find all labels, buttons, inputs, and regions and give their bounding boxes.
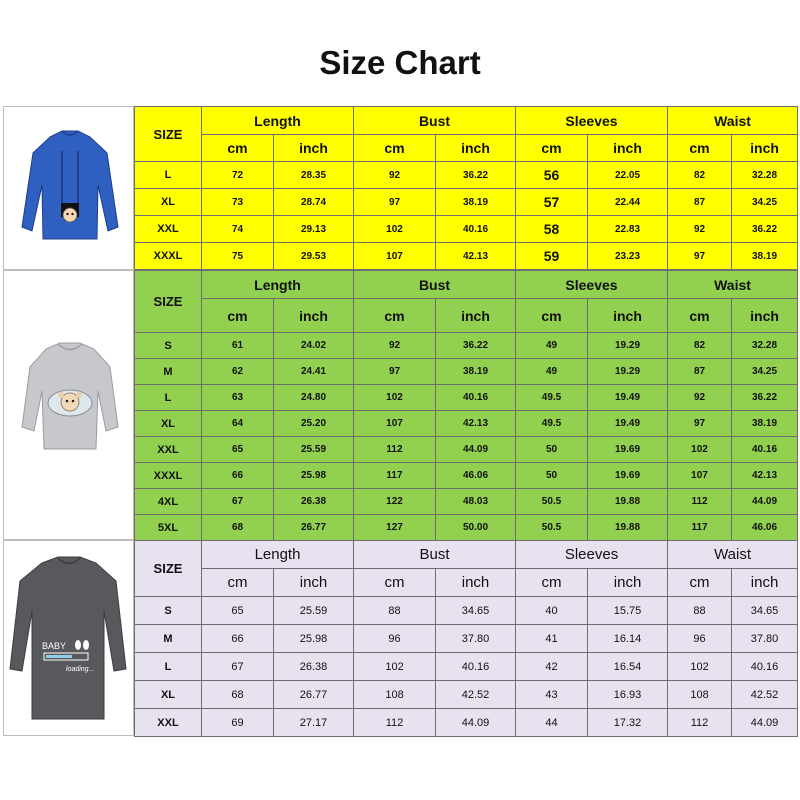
measurement-cell: 24.80: [274, 385, 354, 411]
measurement-cell: 49.5: [516, 385, 588, 411]
measurement-cell: 34.25: [732, 359, 798, 385]
measurement-cell: 107: [354, 243, 436, 270]
size-cell: S: [135, 597, 202, 625]
measurement-cell: 62: [202, 359, 274, 385]
measurement-cell: 26.77: [274, 515, 354, 541]
unit-inch: inch: [436, 299, 516, 333]
measurement-cell: 42.52: [732, 681, 798, 709]
bust-header: Bust: [354, 541, 516, 569]
measurement-cell: 122: [354, 489, 436, 515]
measurement-cell: 68: [202, 515, 274, 541]
table-row: [135, 463, 798, 489]
measurement-cell: 36.22: [732, 385, 798, 411]
measurement-cell: 25.98: [274, 625, 354, 653]
unit-inch: inch: [274, 135, 354, 162]
unit-inch: inch: [274, 569, 354, 597]
waist-header: Waist: [668, 271, 798, 299]
table-row: [135, 359, 798, 385]
size-cell: XXL: [135, 709, 202, 737]
measurement-cell: 40.16: [436, 216, 516, 243]
table-row: [135, 189, 798, 216]
measurement-cell: 57: [516, 189, 588, 216]
measurement-cell: 49: [516, 333, 588, 359]
measurement-cell: 112: [354, 437, 436, 463]
measurement-cell: 112: [668, 489, 732, 515]
size-section-1: [3, 106, 797, 270]
measurement-cell: 16.14: [588, 625, 668, 653]
measurement-cell: 50: [516, 463, 588, 489]
measurement-cell: 69: [202, 709, 274, 737]
measurement-cell: 38.19: [436, 359, 516, 385]
measurement-cell: 127: [354, 515, 436, 541]
unit-inch: inch: [588, 135, 668, 162]
measurement-cell: 46.06: [436, 463, 516, 489]
unit-cm: cm: [516, 135, 588, 162]
measurement-cell: 25.98: [274, 463, 354, 489]
measurement-cell: 107: [354, 411, 436, 437]
measurement-cell: 102: [354, 385, 436, 411]
measurement-cell: 73: [202, 189, 274, 216]
measurement-cell: 25.20: [274, 411, 354, 437]
unit-cm: cm: [668, 299, 732, 333]
measurement-cell: 59: [516, 243, 588, 270]
unit-inch: inch: [436, 135, 516, 162]
measurement-cell: 72: [202, 162, 274, 189]
size-cell: XXXL: [135, 243, 202, 270]
measurement-cell: 37.80: [436, 625, 516, 653]
size-cell: L: [135, 653, 202, 681]
measurement-cell: 82: [668, 333, 732, 359]
measurement-cell: 41: [516, 625, 588, 653]
length-header: Length: [202, 107, 354, 135]
measurement-cell: 112: [668, 709, 732, 737]
measurement-cell: 58: [516, 216, 588, 243]
measurement-cell: 42.13: [436, 411, 516, 437]
measurement-cell: 29.53: [274, 243, 354, 270]
measurement-cell: 42: [516, 653, 588, 681]
unit-cm: cm: [668, 135, 732, 162]
product-image-cell: [3, 540, 134, 736]
measurement-cell: 19.88: [588, 515, 668, 541]
size-cell: XXL: [135, 216, 202, 243]
size-table-1: [134, 106, 798, 270]
measurement-cell: 36.22: [436, 333, 516, 359]
bust-header: Bust: [354, 107, 516, 135]
measurement-cell: 29.13: [274, 216, 354, 243]
measurement-cell: 42.52: [436, 681, 516, 709]
measurement-cell: 19.69: [588, 463, 668, 489]
measurement-cell: 97: [668, 243, 732, 270]
size-header: SIZE: [135, 107, 202, 162]
measurement-cell: 49: [516, 359, 588, 385]
measurement-cell: 36.22: [436, 162, 516, 189]
size-cell: 5XL: [135, 515, 202, 541]
measurement-cell: 40.16: [436, 385, 516, 411]
measurement-cell: 27.17: [274, 709, 354, 737]
product-image-cell: [3, 106, 134, 270]
table-row: [135, 597, 798, 625]
measurement-cell: 28.35: [274, 162, 354, 189]
measurement-cell: 37.80: [732, 625, 798, 653]
measurement-cell: 96: [668, 625, 732, 653]
measurement-cell: 92: [668, 385, 732, 411]
measurement-cell: 25.59: [274, 437, 354, 463]
measurement-cell: 97: [668, 411, 732, 437]
measurement-cell: 25.59: [274, 597, 354, 625]
shirt-loading-text: loading...: [66, 666, 95, 673]
measurement-cell: 66: [202, 463, 274, 489]
shirt-baby-text: BABY: [42, 641, 67, 651]
measurement-cell: 40.16: [732, 653, 798, 681]
unit-inch: inch: [436, 569, 516, 597]
measurement-cell: 19.49: [588, 385, 668, 411]
size-cell: XL: [135, 411, 202, 437]
measurement-cell: 87: [668, 189, 732, 216]
measurement-cell: 22.83: [588, 216, 668, 243]
measurement-cell: 102: [354, 653, 436, 681]
measurement-cell: 46.06: [732, 515, 798, 541]
size-cell: XL: [135, 189, 202, 216]
dark-grey-baby-loading-maternity-shirt-icon: [4, 541, 133, 735]
measurement-cell: 87: [668, 359, 732, 385]
unit-cm: cm: [202, 569, 274, 597]
measurement-cell: 67: [202, 653, 274, 681]
waist-header: Waist: [668, 541, 798, 569]
measurement-cell: 50: [516, 437, 588, 463]
measurement-cell: 44.09: [436, 437, 516, 463]
size-table-3: [134, 540, 798, 737]
unit-inch: inch: [732, 299, 798, 333]
sleeves-header: Sleeves: [516, 107, 668, 135]
measurement-cell: 65: [202, 437, 274, 463]
length-header: Length: [202, 541, 354, 569]
measurement-cell: 26.77: [274, 681, 354, 709]
table-row: [135, 333, 798, 359]
measurement-cell: 50.5: [516, 515, 588, 541]
measurement-cell: 108: [668, 681, 732, 709]
measurement-cell: 56: [516, 162, 588, 189]
measurement-cell: 19.29: [588, 333, 668, 359]
product-image-cell: [3, 270, 134, 540]
measurement-cell: 44.09: [732, 709, 798, 737]
measurement-cell: 42.13: [732, 463, 798, 489]
measurement-cell: 44: [516, 709, 588, 737]
measurement-cell: 32.28: [732, 333, 798, 359]
measurement-cell: 112: [354, 709, 436, 737]
measurement-cell: 92: [354, 333, 436, 359]
measurement-cell: 97: [354, 359, 436, 385]
measurement-cell: 26.38: [274, 653, 354, 681]
measurement-cell: 50.00: [436, 515, 516, 541]
unit-inch: inch: [732, 135, 798, 162]
blue-long-sleeve-maternity-shirt-icon: [4, 107, 133, 269]
unit-inch: inch: [732, 569, 798, 597]
sleeves-header: Sleeves: [516, 541, 668, 569]
size-table-2: [134, 270, 798, 541]
unit-cm: cm: [516, 299, 588, 333]
measurement-cell: 19.88: [588, 489, 668, 515]
measurement-cell: 61: [202, 333, 274, 359]
measurement-cell: 67: [202, 489, 274, 515]
measurement-cell: 16.54: [588, 653, 668, 681]
measurement-cell: 38.19: [436, 189, 516, 216]
size-cell: M: [135, 359, 202, 385]
measurement-cell: 65: [202, 597, 274, 625]
unit-cm: cm: [202, 135, 274, 162]
unit-inch: inch: [274, 299, 354, 333]
unit-cm: cm: [516, 569, 588, 597]
measurement-cell: 17.32: [588, 709, 668, 737]
table-row: [135, 437, 798, 463]
size-section-3: [3, 540, 797, 736]
measurement-cell: 38.19: [732, 243, 798, 270]
table-row: [135, 162, 798, 189]
measurement-cell: 28.74: [274, 189, 354, 216]
measurement-cell: 24.02: [274, 333, 354, 359]
size-cell: XL: [135, 681, 202, 709]
measurement-cell: 42.13: [436, 243, 516, 270]
measurement-cell: 26.38: [274, 489, 354, 515]
waist-header: Waist: [668, 107, 798, 135]
measurement-cell: 24.41: [274, 359, 354, 385]
length-header: Length: [202, 271, 354, 299]
measurement-cell: 74: [202, 216, 274, 243]
size-cell: L: [135, 385, 202, 411]
measurement-cell: 22.44: [588, 189, 668, 216]
chart-title: Size Chart: [319, 44, 481, 81]
size-header: SIZE: [135, 271, 202, 333]
table-row: [135, 489, 798, 515]
measurement-cell: 32.28: [732, 162, 798, 189]
sleeves-header: Sleeves: [516, 271, 668, 299]
measurement-cell: 66: [202, 625, 274, 653]
unit-cm: cm: [354, 135, 436, 162]
measurement-cell: 44.09: [436, 709, 516, 737]
size-cell: 4XL: [135, 489, 202, 515]
measurement-cell: 44.09: [732, 489, 798, 515]
measurement-cell: 34.65: [732, 597, 798, 625]
table-row: [135, 216, 798, 243]
measurement-cell: 102: [354, 216, 436, 243]
measurement-cell: 92: [668, 216, 732, 243]
bust-header: Bust: [354, 271, 516, 299]
table-row: [135, 243, 798, 270]
measurement-cell: 92: [354, 162, 436, 189]
measurement-cell: 97: [354, 189, 436, 216]
measurement-cell: 23.23: [588, 243, 668, 270]
measurement-cell: 102: [668, 653, 732, 681]
size-cell: M: [135, 625, 202, 653]
measurement-cell: 48.03: [436, 489, 516, 515]
measurement-cell: 22.05: [588, 162, 668, 189]
table-row: [135, 411, 798, 437]
measurement-cell: 96: [354, 625, 436, 653]
measurement-cell: 19.29: [588, 359, 668, 385]
measurement-cell: 64: [202, 411, 274, 437]
measurement-cell: 40.16: [732, 437, 798, 463]
unit-cm: cm: [354, 569, 436, 597]
measurement-cell: 34.25: [732, 189, 798, 216]
measurement-cell: 34.65: [436, 597, 516, 625]
measurement-cell: 88: [668, 597, 732, 625]
table-row: [135, 515, 798, 541]
measurement-cell: 88: [354, 597, 436, 625]
measurement-cell: 19.69: [588, 437, 668, 463]
grey-long-sleeve-maternity-shirt-icon: [4, 271, 133, 539]
measurement-cell: 75: [202, 243, 274, 270]
table-row: [135, 385, 798, 411]
measurement-cell: 19.49: [588, 411, 668, 437]
measurement-cell: 82: [668, 162, 732, 189]
measurement-cell: 50.5: [516, 489, 588, 515]
unit-cm: cm: [354, 299, 436, 333]
measurement-cell: 38.19: [732, 411, 798, 437]
measurement-cell: 117: [354, 463, 436, 489]
measurement-cell: 15.75: [588, 597, 668, 625]
measurement-cell: 16.93: [588, 681, 668, 709]
table-row: [135, 653, 798, 681]
measurement-cell: 117: [668, 515, 732, 541]
unit-cm: cm: [668, 569, 732, 597]
table-row: [135, 681, 798, 709]
table-row: [135, 709, 798, 737]
measurement-cell: 107: [668, 463, 732, 489]
unit-inch: inch: [588, 569, 668, 597]
measurement-cell: 40.16: [436, 653, 516, 681]
measurement-cell: 63: [202, 385, 274, 411]
measurement-cell: 68: [202, 681, 274, 709]
size-cell: XXXL: [135, 463, 202, 489]
measurement-cell: 102: [668, 437, 732, 463]
unit-cm: cm: [202, 299, 274, 333]
unit-inch: inch: [588, 299, 668, 333]
size-header: SIZE: [135, 541, 202, 597]
size-cell: S: [135, 333, 202, 359]
size-cell: L: [135, 162, 202, 189]
measurement-cell: 43: [516, 681, 588, 709]
measurement-cell: 49.5: [516, 411, 588, 437]
measurement-cell: 108: [354, 681, 436, 709]
size-cell: XXL: [135, 437, 202, 463]
size-section-2: [3, 270, 797, 540]
measurement-cell: 36.22: [732, 216, 798, 243]
table-row: [135, 625, 798, 653]
measurement-cell: 40: [516, 597, 588, 625]
